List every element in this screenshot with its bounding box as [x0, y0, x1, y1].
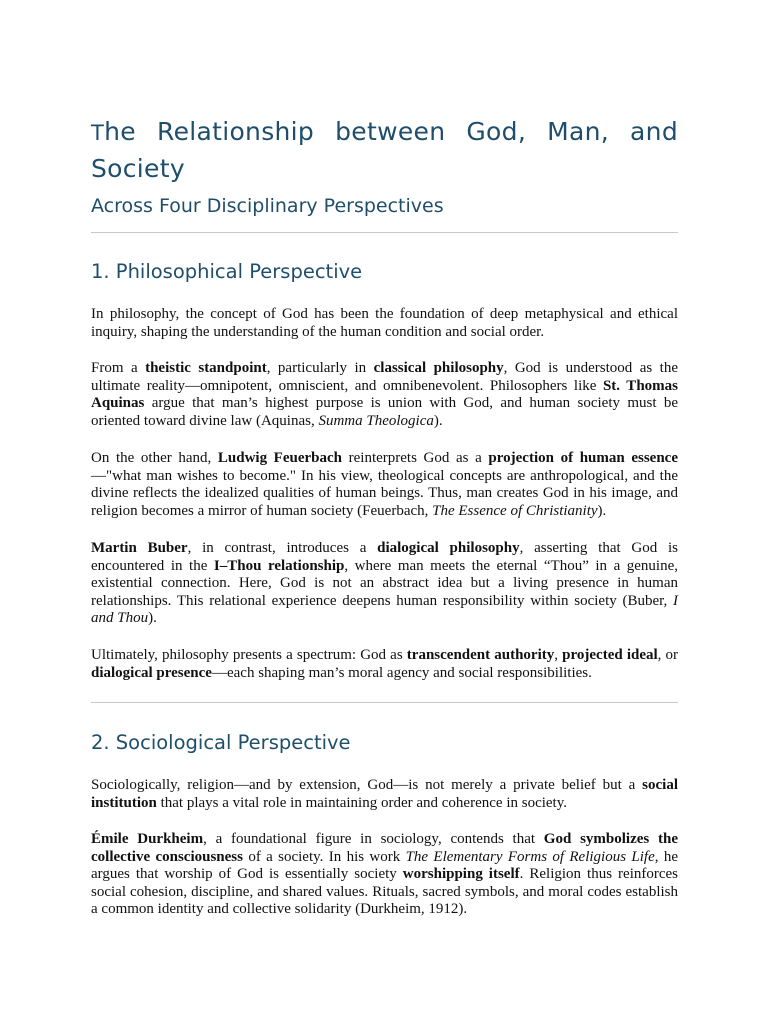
paragraph: In philosophy, the concept of God has been the foundation of deep metaphysical and ethical inquiry, shaping the understanding of the human condition and social order. [91, 306, 678, 340]
paragraph: Ultimately, philosophy presents a spectrum: God as transcendent authority, projected ideal, or dialogical presence—each shaping man’s moral agency and social responsibilities. [91, 647, 679, 681]
title-rest: he Relationship between God, Man, and Society [91, 117, 678, 183]
paragraph: From a theistic standpoint, particularly in classical philosophy, God is understood as the ultimate reality—omnipotent, omniscient, and omnibenevolent. Philosophers like St. Thomas Aquinas argue that man’s highest purpose is union with God, and human society must be oriented toward divine law (Aquinas, Summa Theologica). [91, 360, 678, 429]
paragraph: Martin Buber, in contrast, introduces a dialogical philosophy, asserting that God is encountered in the I–Thou relationship, where man meets the eternal “Thou” in a genuine, existential connection. Here, God is not an abstract idea but a living presence in human relationships. This relational experience deepens human responsibility within society (Buber, I and Thou). [91, 540, 679, 627]
section-heading-sociological: 2. Sociological Perspective [91, 731, 351, 754]
paragraph: Émile Durkheim, a foundational figure in sociology, contends that God symbolizes the collective consciousness of a society. In his work The Elementary Forms of Religious Life, he argues that worship of God is essentially society worshipping itself. Religion thus reinforces social cohesion, discipline, and shared values. Rituals, sacred symbols, and moral codes establish a common identity and collective solidarity (Durkheim, 1912). [91, 831, 679, 918]
document-subtitle: Across Four Disciplinary Perspectives [91, 195, 444, 217]
divider [91, 232, 678, 233]
title-first-letter: T [91, 121, 105, 145]
paragraph: Sociologically, religion—and by extension, God—is not merely a private belief but a social institution that plays a vital role in maintaining order and coherence in society. [91, 777, 678, 811]
document-title [91, 114, 678, 186]
paragraph: On the other hand, Ludwig Feuerbach reinterprets God as a projection of human essence—"what man wishes to become." In his view, theological concepts are anthropological, and the divine reflects the idealized qualities of human beings. Thus, man creates God in his image, and religion becomes a mirror of human society (Feuerbach, The Essence of Christianity). [91, 450, 678, 519]
section-heading-philosophical: 1. Philosophical Perspective [91, 260, 363, 283]
divider [91, 702, 678, 703]
